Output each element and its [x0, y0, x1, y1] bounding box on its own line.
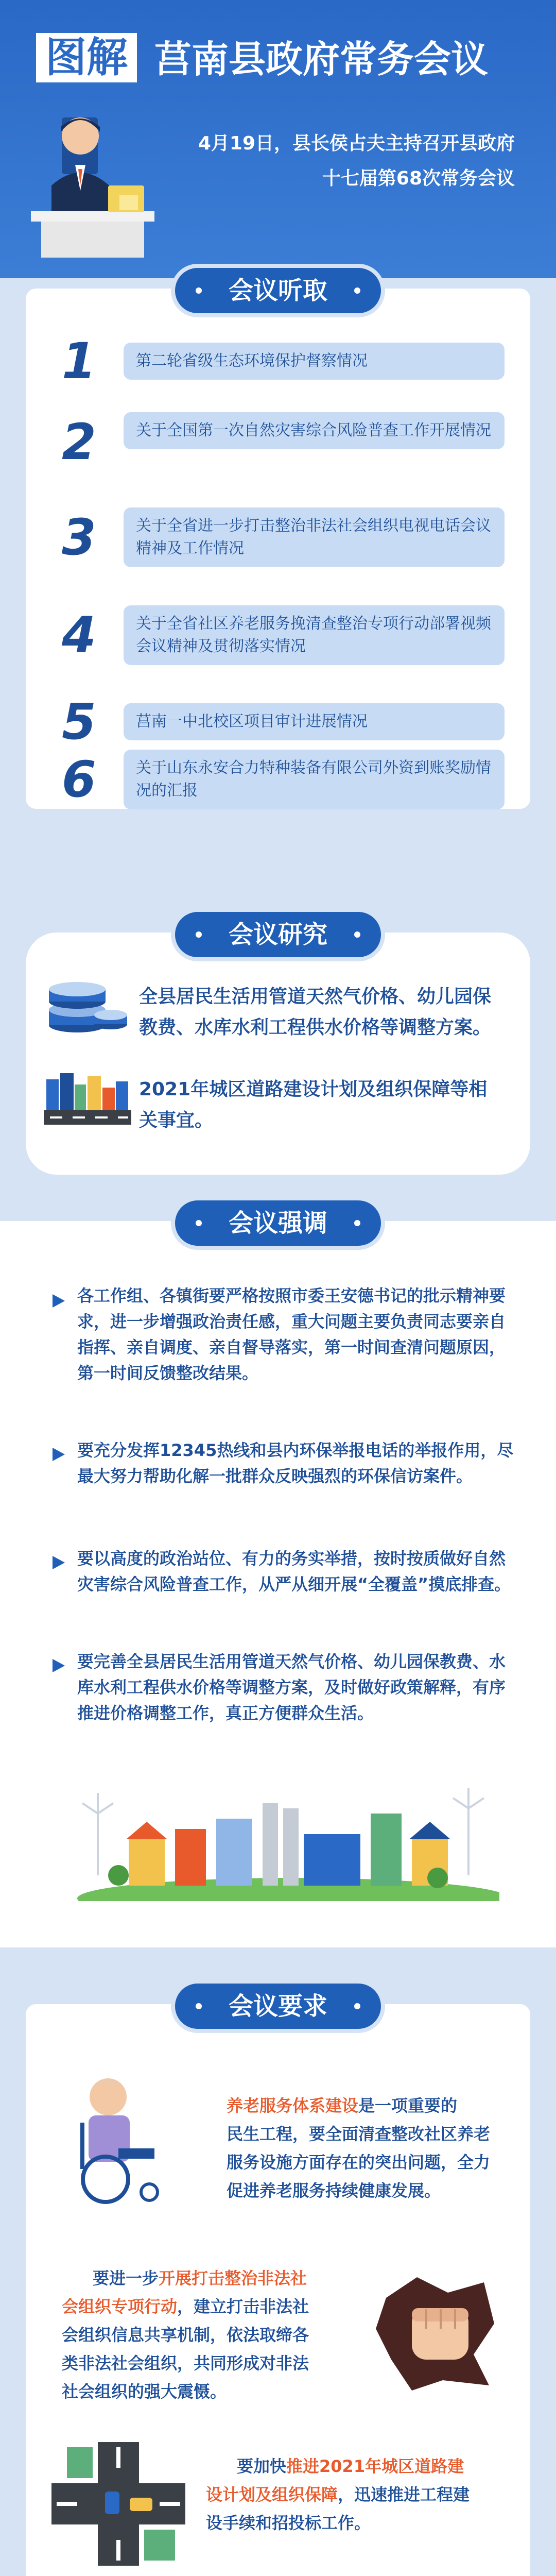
section-requirements-title: 会议要求: [175, 1984, 381, 2029]
coins-icon: [46, 979, 129, 1036]
item-text: 关于全国第一次自然灾害综合风险普查工作开展情况: [124, 412, 505, 449]
emphasis-item-3: 要以高度的政治站位、有力的务实举措，按时按质做好自然灾害综合风险普查工作，从严从细开展“全覆盖”摸底排查。: [77, 1549, 511, 1594]
section-emphasis-title: 会议强调: [175, 1200, 381, 1246]
item-text: 关于全省进一步打击整治非法社会组织电视电话会议精神及工作情况: [124, 507, 505, 567]
requirement-1-line-2: 民生工程，要全面清查整改社区养老: [227, 2124, 491, 2144]
item-number: 3: [62, 509, 96, 566]
page-title: 莒南县政府常务会议: [154, 38, 489, 81]
item-text: 莒南一中北校区项目审计进展情况: [124, 703, 505, 740]
requirement-3-line-2: [206, 2481, 470, 2509]
item-number: 2: [62, 413, 96, 471]
city-road-icon: [44, 1069, 131, 1126]
requirement-1-line-4: 促进养老服务持续健康发展。: [227, 2181, 441, 2200]
town-landscape-illustration: [77, 1772, 499, 1901]
requirement-3-highlight: 推进2021年城区道路建: [286, 2456, 464, 2476]
meeting-date-line: 4月19日，县长侯占夫主持召开县政府: [198, 133, 515, 154]
fist-smash-illustration: [371, 2267, 505, 2401]
arrow-bullet-icon: [51, 1555, 67, 1570]
road-intersection-icon: [51, 2442, 185, 2566]
emphasis-item-2: 要充分发挥12345热线和县内环保举报电话的举报作用，尽最大努力帮助化解一批群众反映强烈的环保信访案件。: [77, 1440, 514, 1486]
requirement-3-line-3: 设手续和招投标工作。: [206, 2513, 371, 2533]
header-banner: [0, 0, 556, 278]
item-number: 5: [62, 693, 96, 751]
requirement-1-line-1: [227, 2092, 457, 2120]
section-study-card: [26, 933, 530, 1175]
requirement-3-highlight-cont: 设计划及组织保障: [206, 2485, 338, 2504]
requirement-1-line-3: 服务设施方面存在的突出问题，全力: [227, 2153, 491, 2172]
emphasis-item-4: 要完善全县居民生活用管道天然气价格、幼儿园保教费、水库水利工程供水价格等调整方案，及时做好政策解释，有序推进价格调整工作，真正方便群众生活。: [77, 1652, 506, 1723]
section-study-title: 会议研究: [175, 912, 381, 957]
requirement-2-line-1: [93, 2264, 307, 2292]
requirement-2-text-cont: ，建立打击非法社: [177, 2297, 309, 2316]
elderly-wheelchair-illustration: [57, 2071, 175, 2205]
study-item-2: 2021年城区道路建设计划及组织保障等相关事宜。: [139, 1079, 488, 1131]
item-text: 关于山东永安合力特种装备有限公司外资到账奖励情况的汇报: [124, 750, 505, 809]
requirement-2-line-3: 会组织信息共享机制，依法取缔各: [62, 2325, 309, 2345]
item-number: 1: [62, 332, 96, 390]
title-badge: 图解: [36, 33, 137, 82]
requirement-1-highlight: 养老服务体系建设: [227, 2096, 359, 2115]
requirement-2-highlight: 开展打击整治非法社: [159, 2268, 307, 2288]
study-item-1: 全县居民生活用管道天然气价格、幼儿园保教费、水库水利工程供水价格等调整方案。: [139, 986, 492, 1038]
item-text: 第二轮省级生态环境保护督察情况: [124, 343, 505, 380]
section-listen-title: 会议听取: [175, 268, 381, 313]
requirement-2-line-4: 类非法社会组织，共同形成对非法: [62, 2353, 309, 2373]
item-number: 4: [62, 606, 96, 664]
emphasis-item-1: 各工作组、各镇街要严格按照市委王安德书记的批示精神要求，进一步增强政治责任感，重大问题主要负责同志要亲自指挥、亲自调度、亲自督导落实，第一时间查清问题原因，第一时间反馈整改结果。: [77, 1286, 506, 1383]
requirement-3-text-cont: ，迅速推进工程建: [338, 2485, 470, 2504]
requirement-1-text: 是一项重要的: [358, 2096, 458, 2115]
requirement-2-line-5: 社会组织的强大震慑。: [62, 2382, 227, 2401]
requirement-3-text: 要加快: [237, 2456, 287, 2476]
official-at-desk-illustration: [31, 108, 154, 263]
requirement-2-highlight-cont: 会组织专项行动: [62, 2297, 178, 2316]
arrow-bullet-icon: [51, 1658, 67, 1673]
item-number: 6: [62, 751, 96, 808]
arrow-bullet-icon: [51, 1293, 67, 1309]
requirement-3-line-1: [237, 2452, 464, 2480]
requirement-2-line-2: [62, 2293, 309, 2320]
arrow-bullet-icon: [51, 1447, 67, 1462]
item-text: 关于全省社区养老服务挽清查整治专项行动部署视频会议精神及贯彻落实情况: [124, 605, 505, 665]
meeting-session-line: 十七届第68次常务会议: [322, 168, 515, 189]
requirement-2-text: 要进一步: [93, 2268, 159, 2288]
